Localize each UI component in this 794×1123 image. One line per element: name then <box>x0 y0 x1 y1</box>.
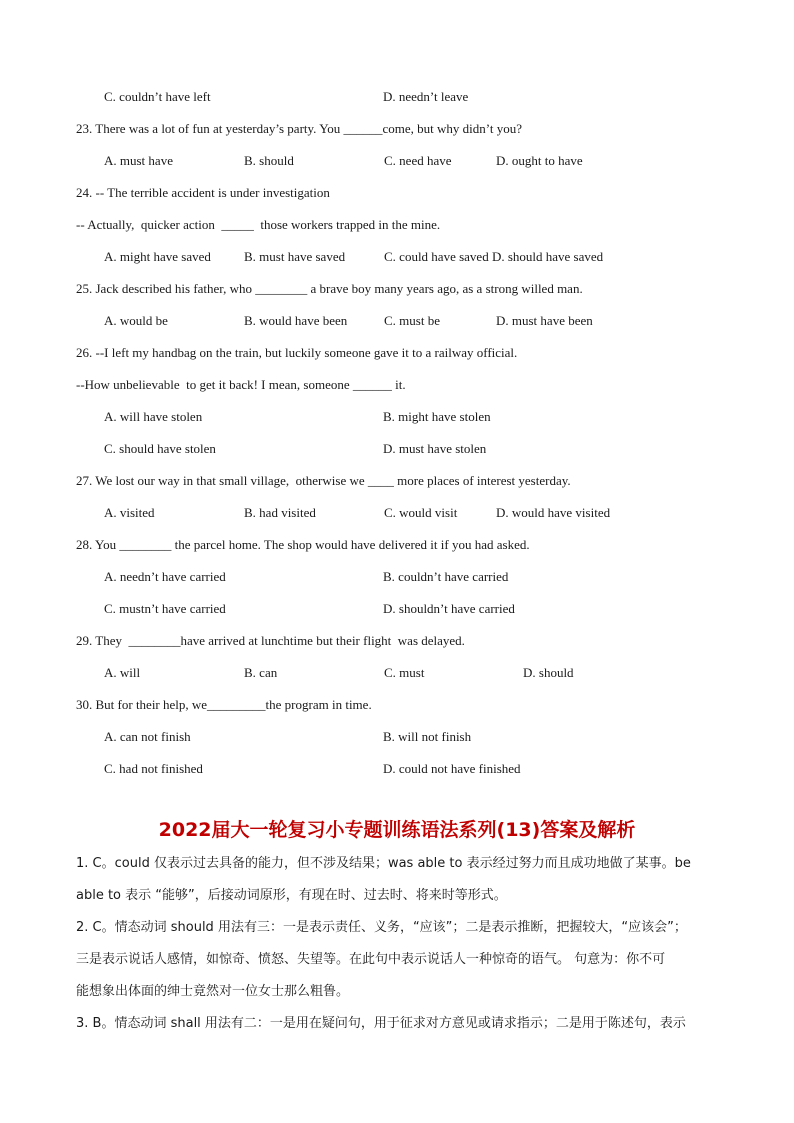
q24-option-b: B. must have saved <box>244 249 346 264</box>
q30-stem: 30. But for their help, we_________the program in time. <box>76 697 372 712</box>
q29-option-b: B. can <box>244 665 278 680</box>
q23-option-d: D. ought to have <box>496 153 583 168</box>
q30-option-c: C. had not finished <box>104 761 203 776</box>
q27-option-a: A. visited <box>104 505 155 520</box>
q24-option-a: A. might have saved <box>104 249 211 264</box>
q30-option-d: D. could not have finished <box>383 761 521 776</box>
answer-line: 2. C。情态动词 should 用法有三：一是表示责任、义务，“应该”；二是表示推断，把握较大，“应该会”； <box>76 920 687 935</box>
q30-option-b: B. will not finish <box>383 729 472 744</box>
q26-option-c: C. should have stolen <box>104 441 216 456</box>
q26-stem: 26. --I left my handbag on the train, but luckily someone gave it to a railway official. <box>76 345 518 360</box>
q28-option-a: A. needn’t have carried <box>104 569 226 584</box>
answers-heading: 2022届大一轮复习小专题训练语法系列(13)答案及解析 <box>158 819 636 841</box>
q22-option-d: D. needn’t leave <box>383 89 469 104</box>
q28-stem: 28. You ________ the parcel home. The shop would have delivered it if you had asked. <box>76 537 530 552</box>
q28-option-c: C. mustn’t have carried <box>104 601 226 616</box>
q23-option-a: A. must have <box>104 153 173 168</box>
q22-option-c: C. couldn’t have left <box>104 89 211 104</box>
answer-line: 1. C。could 仅表示过去具备的能力，但不涉及结果；was able to 表示经过努力而且成功地做了某事。be <box>76 856 691 871</box>
q26-option-b: B. might have stolen <box>383 409 491 424</box>
q30-option-a: A. can not finish <box>104 729 191 744</box>
q29-option-a: A. will <box>104 665 141 680</box>
q24-stem: 24. -- The terrible accident is under investigation <box>76 185 330 200</box>
answer-line: able to 表示 “能够”，后接动词原形，有现在时、过去时、将来时等形式。 <box>76 888 507 903</box>
q28-option-d: D. shouldn’t have carried <box>383 601 515 616</box>
q24-option-cd: C. could have saved D. should have saved <box>384 249 604 264</box>
q27-option-d: D. would have visited <box>496 505 611 520</box>
q25-option-c: C. must be <box>384 313 440 328</box>
answer-line: 3. B。情态动词 shall 用法有二：一是用在疑问句，用于征求对方意见或请求指示；二是用于陈述句，表示 <box>76 1016 686 1031</box>
answer-line: 能想象出体面的绅士竟然对一位女士那么粗鲁。 <box>76 984 350 999</box>
q25-option-a: A. would be <box>104 313 168 328</box>
q28-option-b: B. couldn’t have carried <box>383 569 509 584</box>
q27-option-c: C. would visit <box>384 505 458 520</box>
q23-option-b: B. should <box>244 153 294 168</box>
q23-option-c: C. need have <box>384 153 452 168</box>
q27-option-b: B. had visited <box>244 505 316 520</box>
q26-option-d: D. must have stolen <box>383 441 487 456</box>
q27-stem: 27. We lost our way in that small village, otherwise we ____ more places of interest yesterday. <box>76 473 571 488</box>
q24-stem-line2: -- Actually, quicker action _____ those workers trapped in the mine. <box>76 217 441 232</box>
q29-option-c: C. must <box>384 665 425 680</box>
q29-option-d: D. should <box>523 665 574 680</box>
q26-option-a: A. will have stolen <box>104 409 203 424</box>
answer-line: 三是表示说话人感情，如惊奇、愤怒、失望等。在此句中表示说话人一种惊奇的语气。 句意为：你不可 <box>76 952 666 967</box>
q25-option-b: B. would have been <box>244 313 348 328</box>
q23-stem: 23. There was a lot of fun at yesterday’s party. You ______come, but why didn’t you? <box>76 121 523 136</box>
q26-stem-line2: --How unbelievable to get it back! I mean, someone ______ it. <box>76 377 406 392</box>
q25-option-d: D. must have been <box>496 313 593 328</box>
q29-stem: 29. They ________have arrived at lunchtime but their flight was delayed. <box>76 633 465 648</box>
q25-stem: 25. Jack described his father, who ________ a brave boy many years ago, as a strong willed man. <box>76 281 583 296</box>
